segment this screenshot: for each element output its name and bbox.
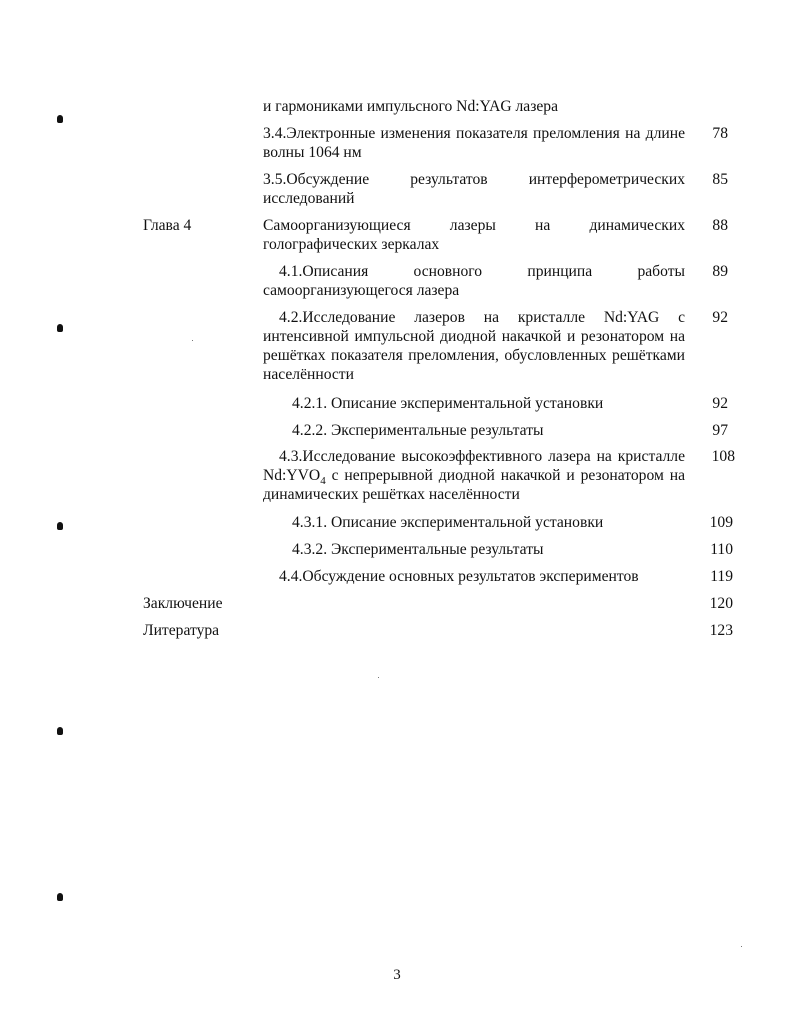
toc-page-4-2: 92 bbox=[712, 309, 728, 326]
toc-page-4-4: 119 bbox=[710, 568, 733, 585]
toc-entry-4-2: 4.2.Исследование лазеров на кристалле Nd:YAG с интенсивной импульсной диодной накачкой и резонатором на решётках показателя преломления, обусловленных решётками населённости bbox=[263, 309, 685, 383]
toc-page-4-3-1: 109 bbox=[709, 514, 733, 531]
toc-page-4-1: 89 bbox=[712, 263, 728, 280]
binding-hole-mark bbox=[57, 893, 63, 901]
toc-page-4-2-1: 92 bbox=[712, 395, 728, 412]
toc-entry-4-3 bbox=[263, 447, 685, 504]
toc-page-literature: 123 bbox=[709, 622, 733, 639]
toc-entry-4-3-2: 4.3.2. Экспериментальные результаты bbox=[292, 541, 544, 558]
toc-entry-4-2-2: 4.2.2. Экспериментальные результаты bbox=[292, 422, 544, 439]
binding-hole-mark bbox=[57, 522, 63, 530]
toc-page-3-4: 78 bbox=[712, 125, 728, 142]
scan-speck bbox=[741, 946, 742, 947]
toc-entry-3-4: 3.4.Электронные изменения показателя преломления на длине волны 1064 нм bbox=[263, 125, 685, 161]
toc-entry-4-4: 4.4.Обсуждение основных результатов экспериментов bbox=[279, 568, 639, 585]
toc-entry-3-5: 3.5.Обсуждение результатов интерферометрических исследований bbox=[263, 171, 685, 207]
toc-page-4-3: 108 bbox=[711, 448, 735, 465]
toc-literature-label: Литература bbox=[143, 622, 220, 639]
toc-page-conclusion: 120 bbox=[709, 595, 733, 612]
toc-page-4-3-2: 110 bbox=[710, 541, 733, 558]
toc-entry-4-3-1: 4.3.1. Описание экспериментальной установки bbox=[292, 514, 604, 531]
toc-page-chapter-4: 88 bbox=[712, 217, 728, 234]
binding-hole-mark bbox=[57, 727, 63, 735]
toc-entry-4-3-text-b: с непрерывной диодной накачкой и резонатором на динамических решётках населённости bbox=[263, 467, 685, 503]
binding-hole-mark bbox=[57, 324, 63, 332]
toc-entry-4-3-text-a: 4.3.Исследование высокоэффективного лазера на кристалле Nd:YVO bbox=[263, 448, 685, 484]
scan-speck bbox=[378, 677, 379, 678]
toc-continuation-line: и гармониками импульсного Nd:YAG лазера bbox=[263, 98, 559, 115]
toc-entry-4-1: 4.1.Описания основного принципа работы самоорганизующегося лазера bbox=[263, 263, 685, 299]
toc-conclusion-label: Заключение bbox=[143, 595, 223, 612]
toc-page-3-5: 85 bbox=[712, 171, 728, 188]
toc-page-4-2-2: 97 bbox=[712, 422, 728, 439]
toc-entry-4-2-1: 4.2.1. Описание экспериментальной установки bbox=[292, 395, 604, 412]
binding-hole-mark bbox=[57, 115, 63, 123]
toc-chapter-4-title: Самоорганизующиеся лазеры на динамических голографических зеркалах bbox=[263, 217, 685, 253]
scan-speck bbox=[192, 340, 193, 341]
toc-entry-4-3-subscript: 4 bbox=[320, 475, 326, 488]
page-number: 3 bbox=[393, 967, 401, 983]
toc-chapter-4-label: Глава 4 bbox=[143, 217, 192, 234]
